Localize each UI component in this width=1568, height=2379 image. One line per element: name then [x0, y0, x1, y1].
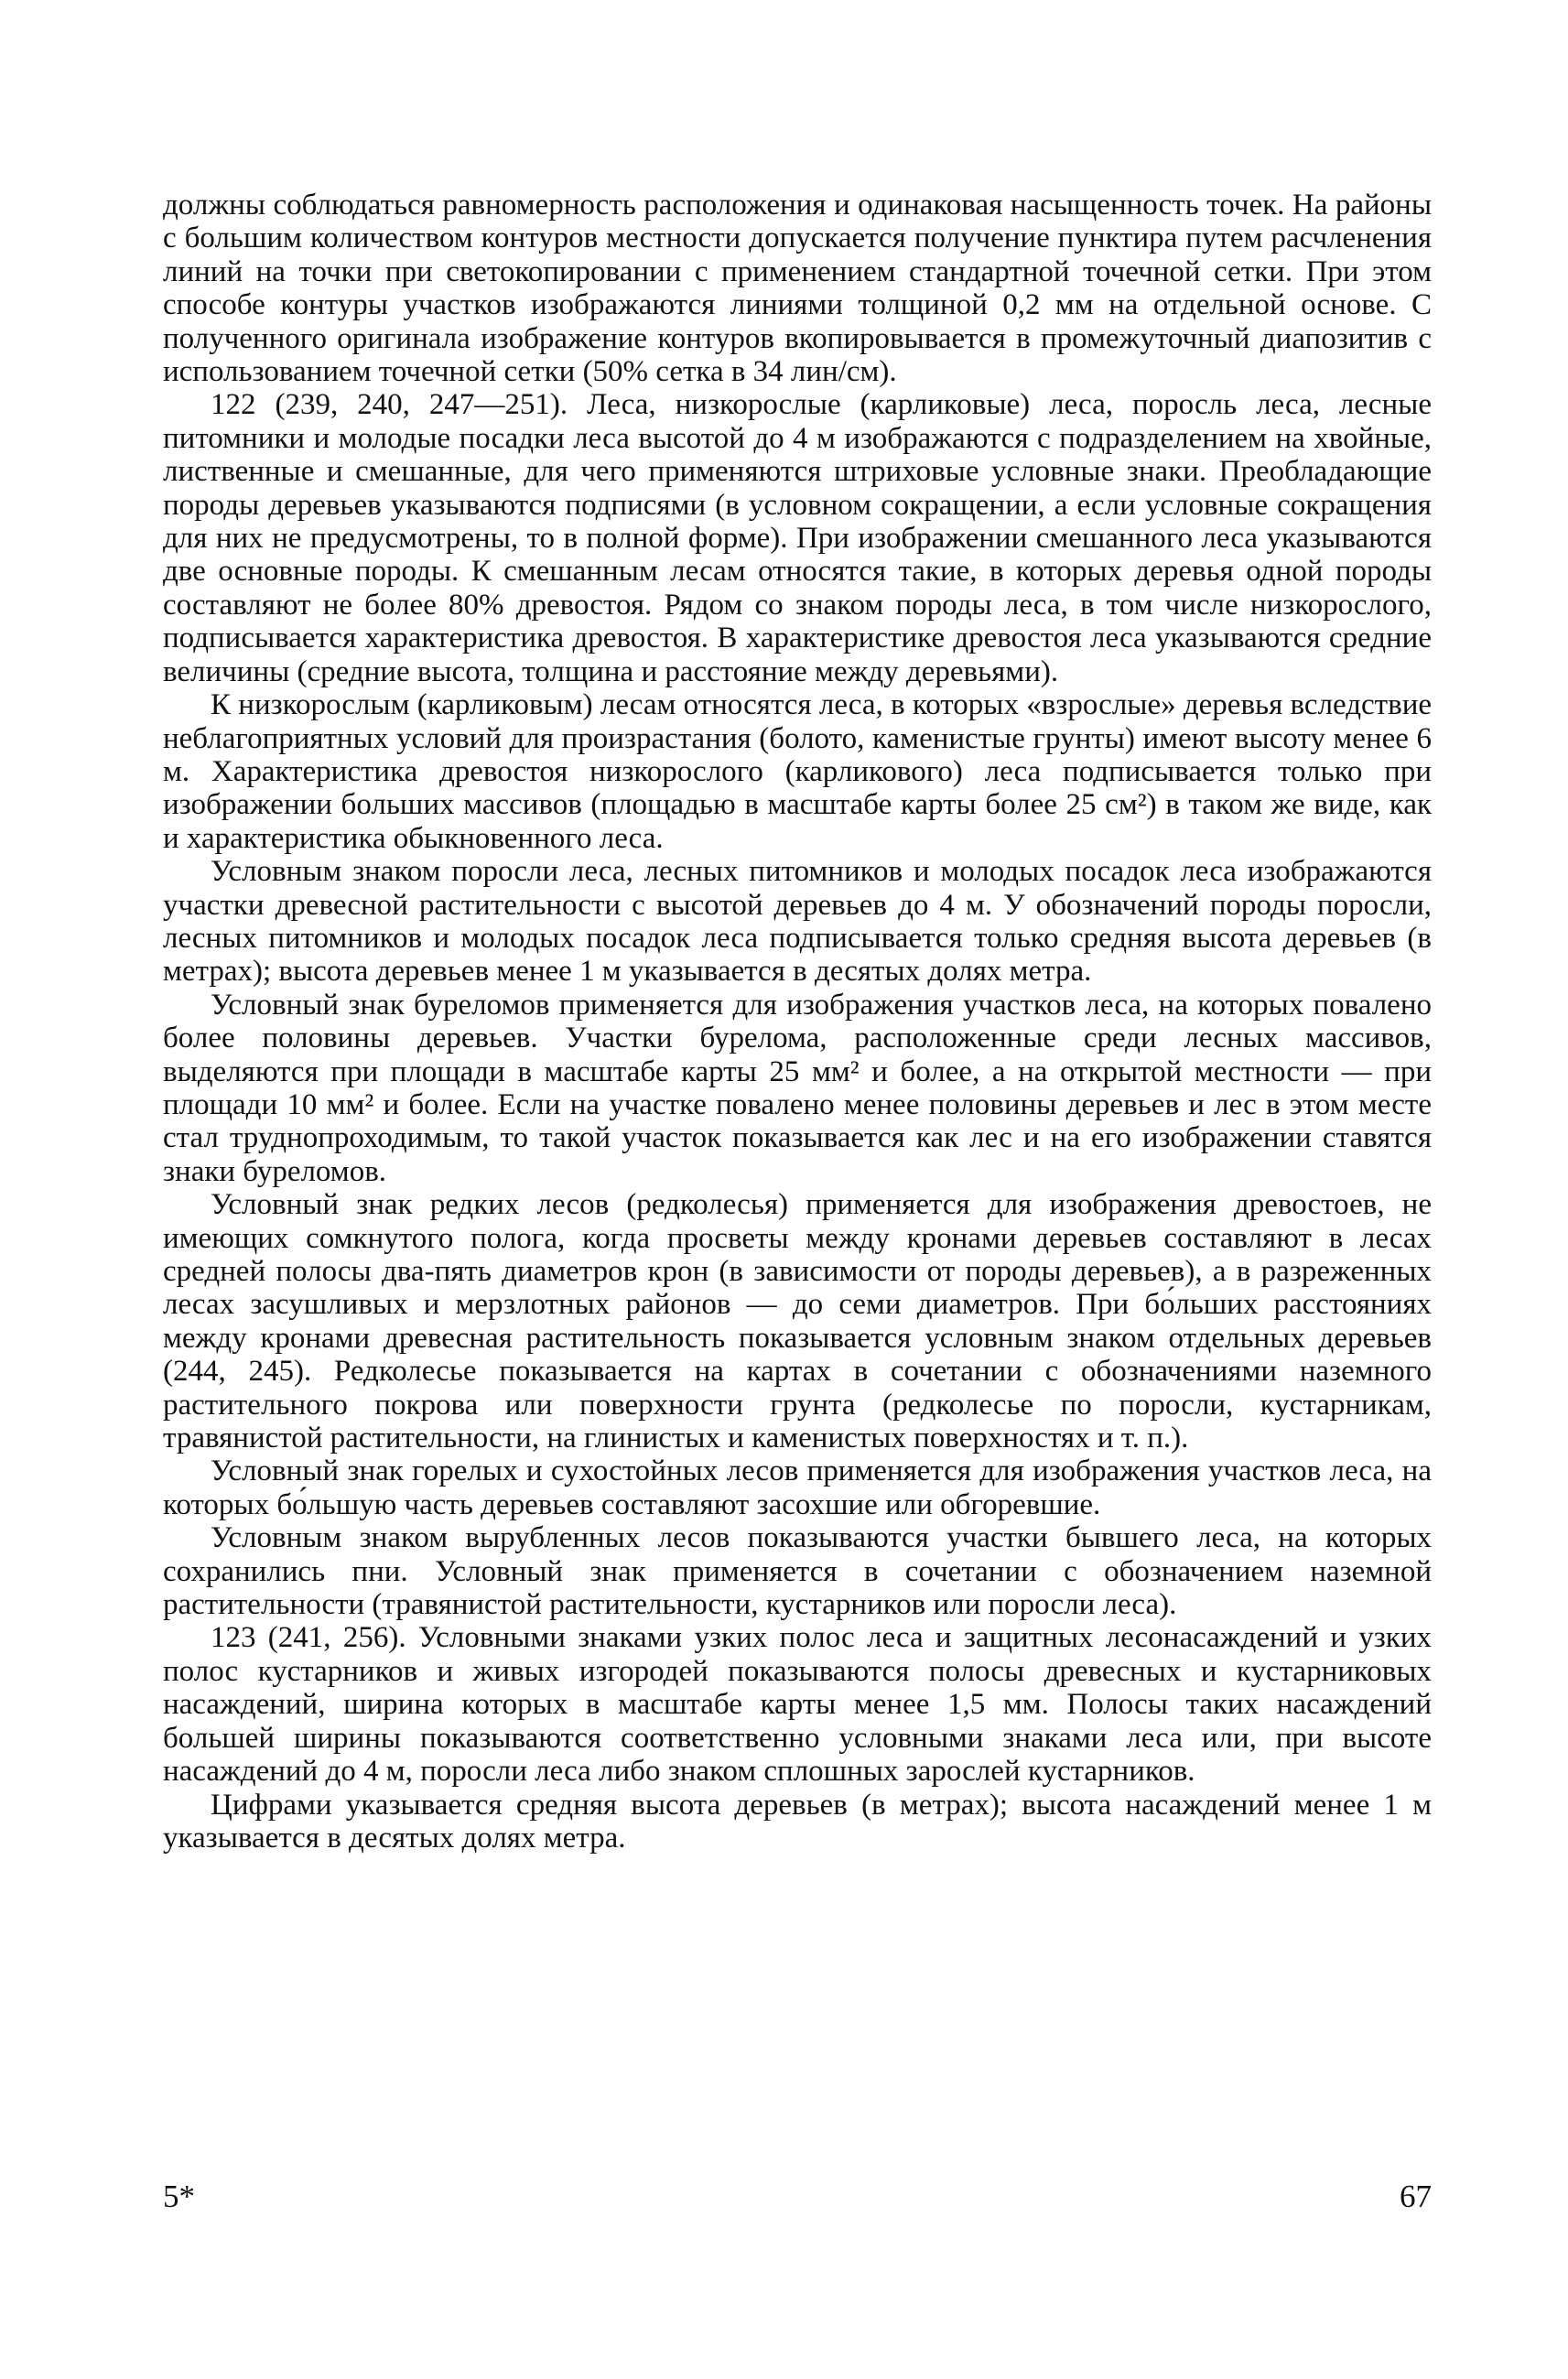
paragraph-sparse-forests: Условный знак редких лесов (редколесья) применяется для изображения древостоев, не имеющих сомкнутого полога, когда просветы между кронами деревьев составляют в лесах средней полосы два-пять диаметров крон (в зависимости от породы деревьев), а в разреженных лесах засушливых и мерзлотных районов — до семи диаметров. При бо́льших расстояниях между кронами древесная растительность показывается условным знаком отдельных деревьев (244, 245). Редколесье показывается на картах в сочетании с обозначениями наземного растительного покрова или поверхности грунта (редколесье по поросли, кустарникам, травянистой растительности, на глинистых и каменистых поверхностях и т. п.). [163, 1188, 1432, 1455]
paragraph-section-122: 122 (239, 240, 247—251). Леса, низкорослые (карликовые) леса, поросль леса, лесные питомники и молодые посадки леса высотой до 4 м изображаются с подразделением на хвойные, лиственные и смешанные, для чего применяются штриховые условные знаки. Преобладающие породы деревьев указываются подписями (в условном сокращении, а если условные сокращения для них не предусмотрены, то в полной форме). При изображении смешанного леса указываются две основные породы. К смешанным лесам относятся такие, в которых деревья одной породы составляют не более 80% древостоя. Рядом со знаком породы леса, в том числе низкорослого, подписывается характеристика древостоя. В характеристике древостоя леса указываются средние величины (средние высота, толщина и расстояние между деревьями). [163, 388, 1432, 688]
paragraph-felled-forests: Условным знаком вырубленных лесов показываются участки бывшего леса, на которых сохранились пни. Условный знак применяется в сочетании с обозначением наземной растительности (травянистой растительности, кустарников или поросли леса). [163, 1521, 1432, 1622]
printer-signature: 5* [163, 2179, 195, 2214]
paragraph-dwarf-forests: К низкорослым (карликовым) лесам относятся леса, в которых «взрослые» деревья вследствие неблагоприятных условий для произрастания (болото, каменистые грунты) имеют высоту менее 6 м. Характеристика древостоя низкорослого (карликового) леса подписывается только при изображении больших массивов (площадью в масштабе карты более 25 см²) в таком же виде, как и характеристика обыкновенного леса. [163, 688, 1432, 855]
page-number: 67 [1400, 2179, 1432, 2214]
paragraph-section-123: 123 (241, 256). Условными знаками узких полос леса и защитных лесонасаждений и узких полос кустарников и живых изгородей показываются полосы древесных и кустарниковых насаждений, ширина которых в масштабе карты менее 1,5 мм. Полосы таких насаждений большей ширины показываются соответственно условными знаками леса или, при высоте насаждений до 4 м, поросли леса либо знаком сплошных зарослей кустарников. [163, 1621, 1432, 1789]
paragraph-continuation: должны соблюдаться равномерность расположения и одинаковая насыщенность точек. На районы с большим количеством контуров местности допускается получение пунктира путем расчленения линий на точки при светокопировании с применением стандартной точечной сетки. При этом способе контуры участков изображаются линиями толщиной 0,2 мм на отдельной основе. С полученного оригинала изображение контуров вкопировывается в промежуточный диапозитив с использованием точечной сетки (50% сетка в 34 лин/см). [163, 189, 1432, 389]
paragraph-young-growth: Условным знаком поросли леса, лесных питомников и молодых посадок леса изображаются участки древесной растительности с высотой деревьев до 4 м. У обозначений породы поросли, лесных питомников и молодых посадок леса подписывается только средняя высота деревьев (в метрах); высота деревьев менее 1 м указывается в десятых долях метра. [163, 855, 1432, 989]
paragraph-height-figures: Цифрами указывается средняя высота деревьев (в метрах); высота насаждений менее 1 м указывается в десятых долях метра. [163, 1788, 1432, 1855]
paragraph-burnt-forests: Условный знак горелых и сухостойных лесов применяется для изображения участков леса, на которых бо́льшую часть деревьев составляют засохшие или обгоревшие. [163, 1454, 1432, 1521]
page-body [163, 189, 1432, 1855]
paragraph-windfall: Условный знак буреломов применяется для изображения участков леса, на которых повалено более половины деревьев. Участки бурелома, расположенные среди лесных массивов, выделяются при площади в масштабе карты 25 мм² и более, а на открытой местности — при площади 10 мм² и более. Если на участке повалено менее половины деревьев и лес в этом месте стал труднопроходимым, то такой участок показывается как лес и на его изображении ставятся знаки буреломов. [163, 988, 1432, 1188]
